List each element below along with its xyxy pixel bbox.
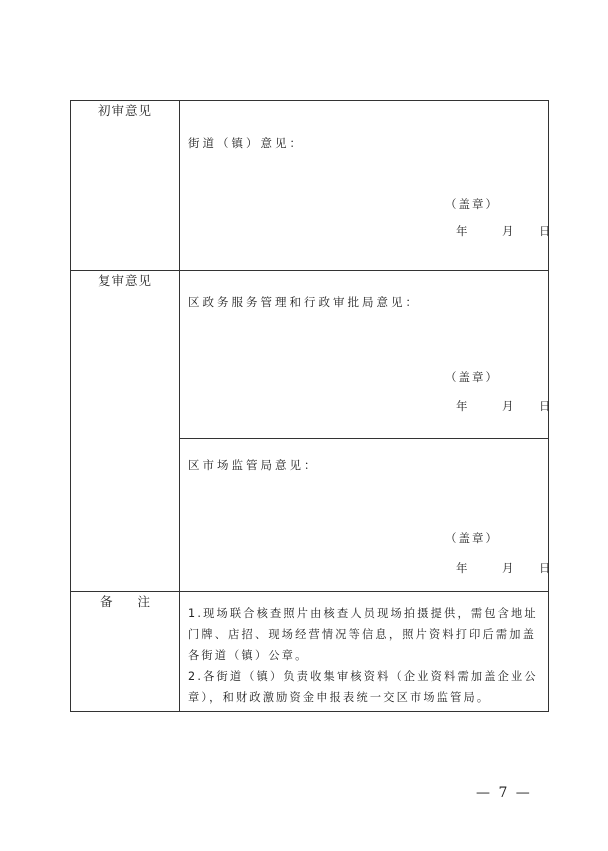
re-review-label: 复审意见 [71,271,180,592]
date-month-label: 月 [502,399,514,413]
market-opinion-title: 区市场监管局意见： [188,458,319,472]
date-month-label: 月 [502,561,514,575]
date-year-label: 年 [456,399,468,413]
market-opinion-cell [180,439,549,592]
date-month-label: 月 [502,224,514,238]
initial-review-label: 初审意见 [71,101,180,271]
remark-note-2: 2.各街道（镇）负责收集审核资料（企业资料需加盖企业公章），和财政激励资金申报表统一交区市场监管局。 [188,670,538,704]
remarks-row [71,592,549,712]
street-seal-label: （盖章） [445,197,499,211]
admin-seal-label: （盖章） [445,370,499,384]
date-year-label: 年 [456,561,468,575]
admin-opinion-cell [180,271,549,439]
remarks-notes [188,603,544,708]
re-review-admin-row [71,271,549,439]
street-opinion-title: 街道（镇）意见： [188,136,304,150]
remarks-cell [180,592,549,712]
market-seal-label: （盖章） [445,531,499,545]
date-day-label: 日 [539,561,551,575]
date-day-label: 日 [539,399,551,413]
initial-review-cell [180,101,549,271]
initial-review-row [71,101,549,271]
page-number: — 7 — [476,785,532,801]
remark-note-1: 1.现场联合核查照片由核查人员现场拍摄提供，需包含地址门牌、店招、现场经营情况等信息，照片资料打印后需加盖各街道（镇）公章。 [188,607,538,662]
review-form-table [70,100,549,712]
date-year-label: 年 [456,224,468,238]
date-day-label: 日 [539,224,551,238]
remarks-label: 备 注 [71,592,180,712]
admin-opinion-title: 区政务服务管理和行政审批局意见： [188,295,420,309]
